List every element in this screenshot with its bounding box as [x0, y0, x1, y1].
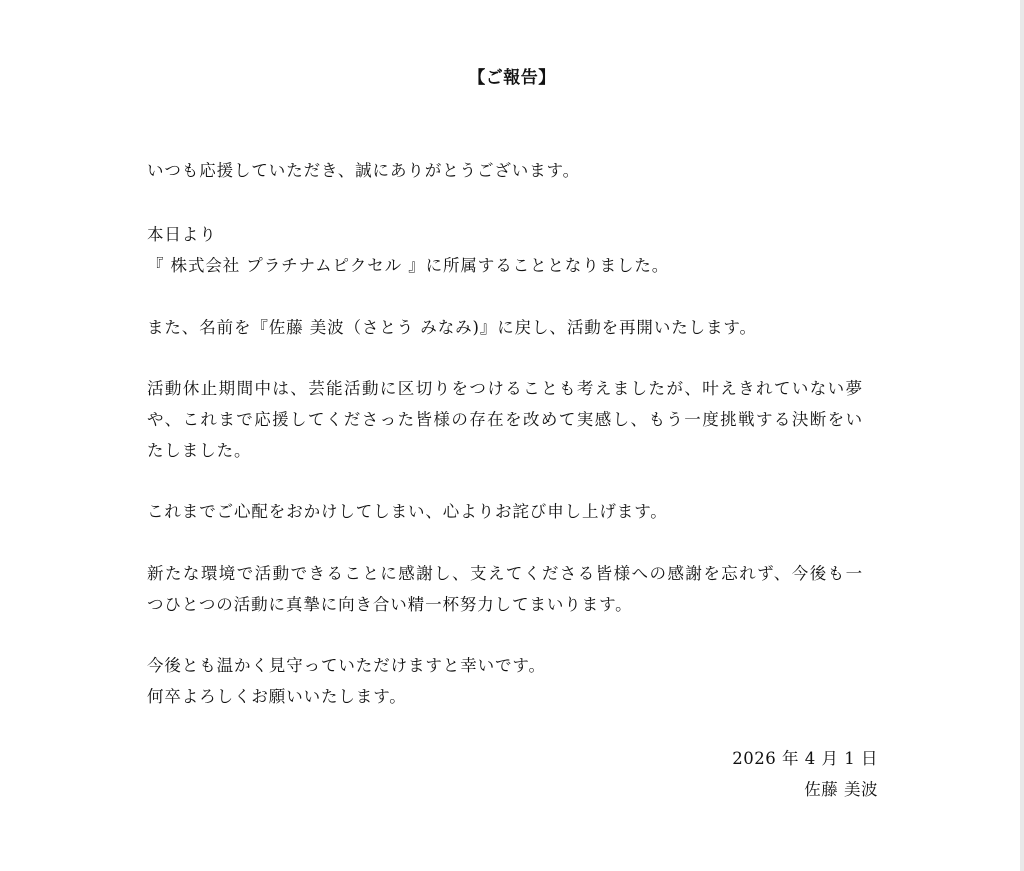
body-line: また、名前を『佐藤 美波（さとう みなみ)』に戻し、活動を再開いたします。 [147, 318, 757, 337]
body-line: つひとつの活動に真摯に向き合い精一杯努力してまいります。 [147, 595, 633, 614]
greeting-line: いつも応援していただき、誠にありがとうございます。 [147, 161, 581, 180]
document-title: 【ご報告】 [468, 68, 556, 88]
body-line: 活動休止期間中は、芸能活動に区切りをつけることも考えましたが、叶えきれていない夢 [147, 379, 863, 398]
document-date: 2026 年 4 月 1 日 [732, 749, 878, 768]
body-line: 今後とも温かく見守っていただけますと幸いです。 [147, 656, 546, 675]
signature: 佐藤 美波 [804, 780, 878, 799]
body-line: 本日より [147, 225, 217, 244]
body-line: や、これまで応援してくださった皆様の存在を改めて実感し、もう一度挑戦する決断をい [147, 410, 863, 429]
body-line: たしました。 [147, 441, 252, 460]
body-line: これまでご心配をおかけしてしまい、心よりお詫び申し上げます。 [147, 502, 668, 521]
body-line: 『 株式会社 プラチナムピクセル 』に所属することとなりました。 [147, 256, 670, 275]
body-line: 何卒よろしくお願いいたします。 [147, 687, 407, 706]
body-line: 新たな環境で活動できることに感謝し、支えてくださる皆様への感謝を忘れず、今後も一 [147, 564, 863, 583]
page-edge [1020, 0, 1024, 871]
